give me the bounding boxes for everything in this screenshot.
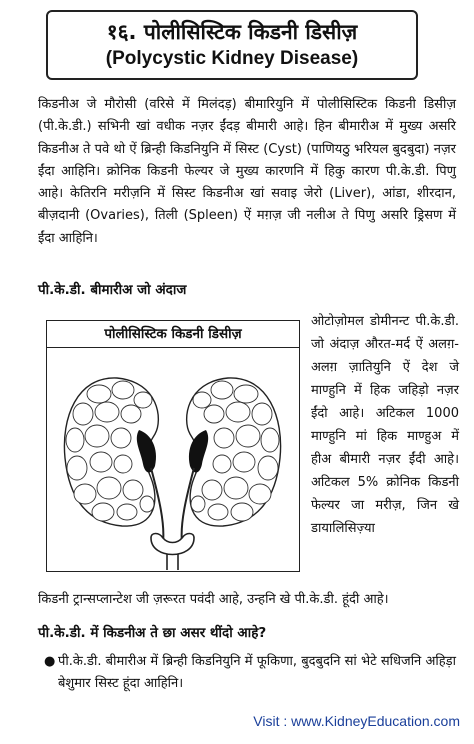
polycystic-kidneys-illustration [47, 348, 298, 571]
intro-paragraph: किडनीअ जे मौरोसी (वरिसे में मिलंदड़) बीमारियुनि में पोलीसिस्टिक किडनी डिसीज़ (पी.के.डी.) सभिनी खां वधीक नज़र ईंदड़ बीमारी आहे। हिन बीमारीअ में मुख्य असरि किडनीअ ते पवे थो ऐं ब्रिन्ही किडनियुनि में सिस्ट (Cyst) (पाणियठु भरियल बुदबुदा) नज़र ईंदा आहिनि। क्रोनिक किडनी फेल्यर जे मुख्य कारणनि में हिकु कारण पी.के.डी. पिणु आहे। केतिरनि मरीज़नि में सिस्ट किडनीअ खां सवाइ जेरो (Liver), आंडा, शीरदान, बीज़दानी (Ovaries), तिली (Spleen) ऐं मग़ज़ जी नलीअ ते पिणु असरि ड्रिसण में ईंदा आहिनि। [38, 97, 456, 246]
bullet-text: पी.के.डी. बीमारीअ में ब्रिन्ही किडनियुनि में फूकिणा, बुदबुदनि सां भेटे सधिजनि अहिड़ा बेशुमार सिस्ट हूंदा आहिनि। [58, 654, 456, 691]
figure-caption: पोलीसिस्टिक किडनी डिसीज़ [47, 321, 299, 348]
bullet-item [44, 651, 456, 695]
incidence-paragraph: ओटोज़ोमल डोमीनन्ट पी.के.डी. जो अंदाज़ औरत-मर्द ऐं अलग़-अलग़ ज़ातियुनि ऐं देश जे माण्हुनि में हिक जहिड़ो नज़र ईंदो आहे। अटिकल 1000 माण्हुनि मां हिक माण्हुअ में हीअ बीमारी नज़र ईंदी आहे। अटिकल 5% क्रोनिक किडनी फेल्यर जा मरीज़, जिन खे डायालिसिज़्या [311, 314, 459, 536]
footer-website-link[interactable]: Visit : www.KidneyEducation.com [253, 713, 460, 729]
incidence-paragraph-continued: किडनी ट्रान्सप्लान्टेश जी ज़रूरत पवंदी आहे, उन्हनि खे पी.के.डी. हूंदी आहे। [38, 592, 389, 607]
title-box [46, 10, 418, 80]
section-heading-incidence: पी.के.डी. बीमारीअ जो अंदाज [38, 282, 187, 298]
chapter-title-english: (Polycystic Kidney Disease) [105, 48, 359, 69]
section-heading-effects: पी.के.डी. में किडनीअ ते छा असर थींदो आहे? [38, 625, 267, 641]
bullet-icon: ● [44, 654, 56, 669]
urethra [167, 554, 178, 570]
bladder [151, 534, 194, 555]
kidney-illustration-figure [46, 320, 300, 572]
chapter-title-hindi: १६. पोलीसिस्टिक किडनी डिसीज़ [106, 20, 358, 44]
